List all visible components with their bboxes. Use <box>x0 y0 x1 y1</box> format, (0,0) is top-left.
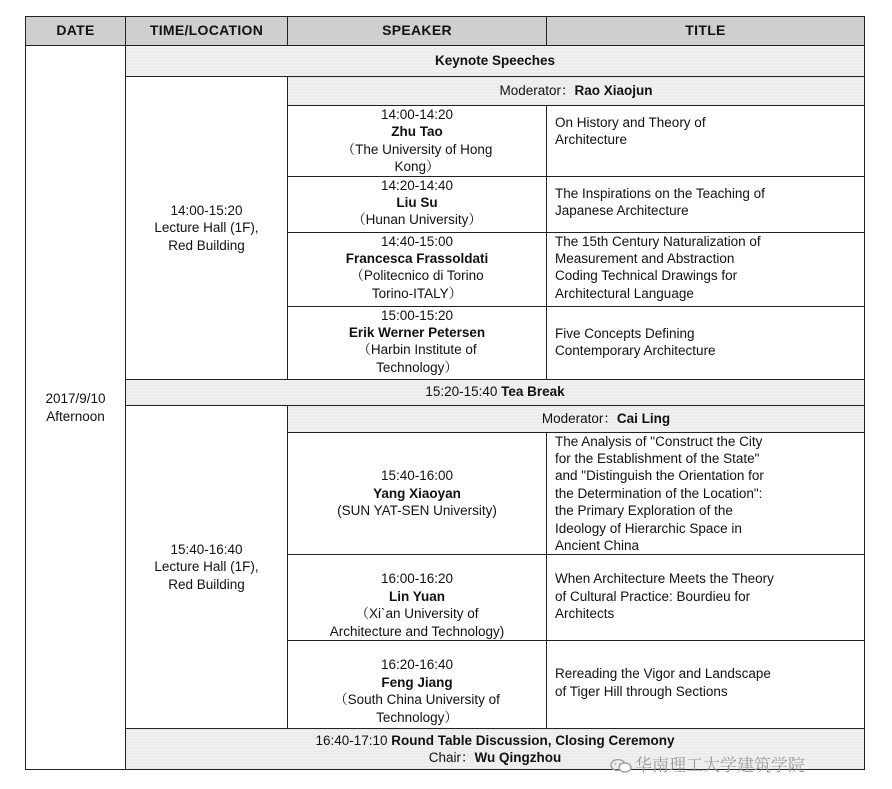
title-cell <box>547 176 865 232</box>
header-row <box>26 17 865 46</box>
speaker-affiliation: Kong） <box>394 159 440 175</box>
talk-time: 16:00-16:20 <box>380 571 454 587</box>
talk-title-line: On History and Theory of <box>555 115 706 130</box>
speaker-affiliation: （Harbin Institute of <box>357 342 477 358</box>
session2-location-line1: Lecture Hall (1F), <box>154 559 259 575</box>
closing-time: 16:40-17:10 <box>315 733 388 749</box>
session1-time-location <box>126 77 288 380</box>
speaker-cell <box>288 106 547 177</box>
speaker-affiliation: Torino-ITALY） <box>371 285 463 301</box>
closing-label: Round Table Discussion, Closing Ceremony <box>391 733 675 749</box>
title-cell <box>547 555 865 641</box>
keynote-banner: Keynote Speeches <box>126 46 865 77</box>
session1-location-line1: Lecture Hall (1F), <box>154 220 259 236</box>
header-time-location: TIME/LOCATION <box>126 17 288 46</box>
talk-title-line: of Cultural Practice: Bourdieu for <box>555 588 751 604</box>
tea-break-label: Tea Break <box>501 384 565 400</box>
session2-time-location <box>126 405 288 729</box>
talk-time: 14:20-14:40 <box>380 177 454 193</box>
talk-time: 16:20-16:40 <box>380 657 454 673</box>
speaker-name: Zhu Tao <box>391 124 443 140</box>
session2-moderator-row <box>26 405 865 432</box>
session1-location-line2: Red Building <box>168 237 245 253</box>
header-title: TITLE <box>547 17 865 46</box>
talk-time: 15:00-15:20 <box>380 307 454 323</box>
speaker-affiliation: (SUN YAT-SEN University) <box>337 503 497 519</box>
speaker-affiliation: Technology） <box>376 359 458 375</box>
speaker-cell <box>288 232 547 306</box>
moderator-label: Moderator： <box>499 83 575 99</box>
wechat-logo-icon <box>610 759 632 773</box>
title-cell <box>547 106 865 177</box>
title-cell <box>547 232 865 306</box>
header-date: DATE <box>26 17 126 46</box>
title-cell <box>547 432 865 555</box>
speaker-affiliation: Architecture and Technology) <box>329 623 505 639</box>
talk-title-line: Coding Technical Drawings for <box>555 268 738 284</box>
talk-title-line: The 15th Century Naturalization of <box>555 233 761 249</box>
speaker-affiliation: （Xi`an University of <box>355 606 479 622</box>
session1-moderator <box>288 77 865 106</box>
talk-title-line: of Tiger Hill through Sections <box>555 683 728 699</box>
moderator-name: Rao Xiaojun <box>574 83 653 99</box>
speaker-name: Yang Xiaoyan <box>373 485 461 501</box>
talk-title-line: Architects <box>555 606 615 622</box>
talk-title-line: Architecture <box>555 132 628 148</box>
speaker-name: Feng Jiang <box>381 674 453 690</box>
speaker-affiliation: （Hunan University） <box>352 212 482 228</box>
chair-label: Chair： <box>428 750 475 766</box>
title-cell <box>547 306 865 379</box>
date-day: 2017/9/10 <box>45 391 106 407</box>
speaker-affiliation: （South China University of <box>334 692 500 708</box>
session1-moderator-row <box>26 77 865 106</box>
talk-title-line: Rereading the Vigor and Landscape <box>555 666 771 682</box>
talk-time: 14:00-14:20 <box>380 107 454 122</box>
speaker-cell <box>288 306 547 379</box>
header-speaker: SPEAKER <box>288 17 547 46</box>
session2-time: 15:40-16:40 <box>170 541 243 557</box>
speaker-cell <box>288 176 547 232</box>
speaker-affiliation: Technology） <box>376 709 458 725</box>
speaker-name: Liu Su <box>396 195 438 211</box>
schedule-table <box>25 16 865 770</box>
talk-title-line: The Inspirations on the Teaching of <box>555 185 765 201</box>
talk-title-line: Measurement and Abstraction <box>555 251 735 267</box>
talk-title-line: Five Concepts Defining <box>555 325 695 341</box>
speaker-cell <box>288 641 547 729</box>
talk-title-line: for the Establishment of the State" <box>555 451 760 467</box>
session2-moderator <box>288 405 865 432</box>
talk-title-line: Architectural Language <box>555 285 694 301</box>
tea-break-row <box>26 379 865 405</box>
talk-title-line: Contemporary Architecture <box>555 343 716 359</box>
session2-location-line2: Red Building <box>168 576 245 592</box>
speaker-name: Francesca Frassoldati <box>345 251 489 267</box>
date-cell <box>26 46 126 770</box>
session1-time: 14:00-15:20 <box>170 202 243 218</box>
talk-title-line: When Architecture Meets the Theory <box>555 571 774 587</box>
talk-time: 14:40-15:00 <box>380 233 454 249</box>
tea-break-time: 15:20-15:40 <box>425 384 498 400</box>
tea-break-banner <box>126 379 865 405</box>
talk-title-line: The Analysis of "Construct the City <box>555 433 763 449</box>
talk-title-line: Ancient China <box>555 538 640 554</box>
speaker-name: Erik Werner Petersen <box>348 325 486 341</box>
talk-time: 15:40-16:00 <box>380 468 454 484</box>
moderator-name: Cai Ling <box>616 410 671 426</box>
watermark <box>610 751 805 776</box>
speaker-name: Lin Yuan <box>388 588 445 604</box>
watermark-text: 华南理工大学建筑学院 <box>635 756 805 776</box>
speaker-affiliation: （The University of Hong <box>341 141 493 157</box>
speaker-affiliation: （Politecnico di Torino <box>350 268 484 284</box>
date-period: Afternoon <box>46 408 105 424</box>
title-cell <box>547 641 865 729</box>
talk-title-line: Ideology of Hierarchic Space in <box>555 520 742 536</box>
talk-title-line: and "Distinguish the Orientation for <box>555 468 764 484</box>
moderator-label: Moderator： <box>541 410 617 426</box>
talk-title-line: Japanese Architecture <box>555 203 689 219</box>
speaker-cell <box>288 555 547 641</box>
chair-name: Wu Qingzhou <box>474 750 562 766</box>
talk-title-line: the Determination of the Location": <box>555 485 763 501</box>
speaker-cell <box>288 432 547 555</box>
keynote-row <box>26 46 865 77</box>
talk-title-line: the Primary Exploration of the <box>555 503 733 519</box>
